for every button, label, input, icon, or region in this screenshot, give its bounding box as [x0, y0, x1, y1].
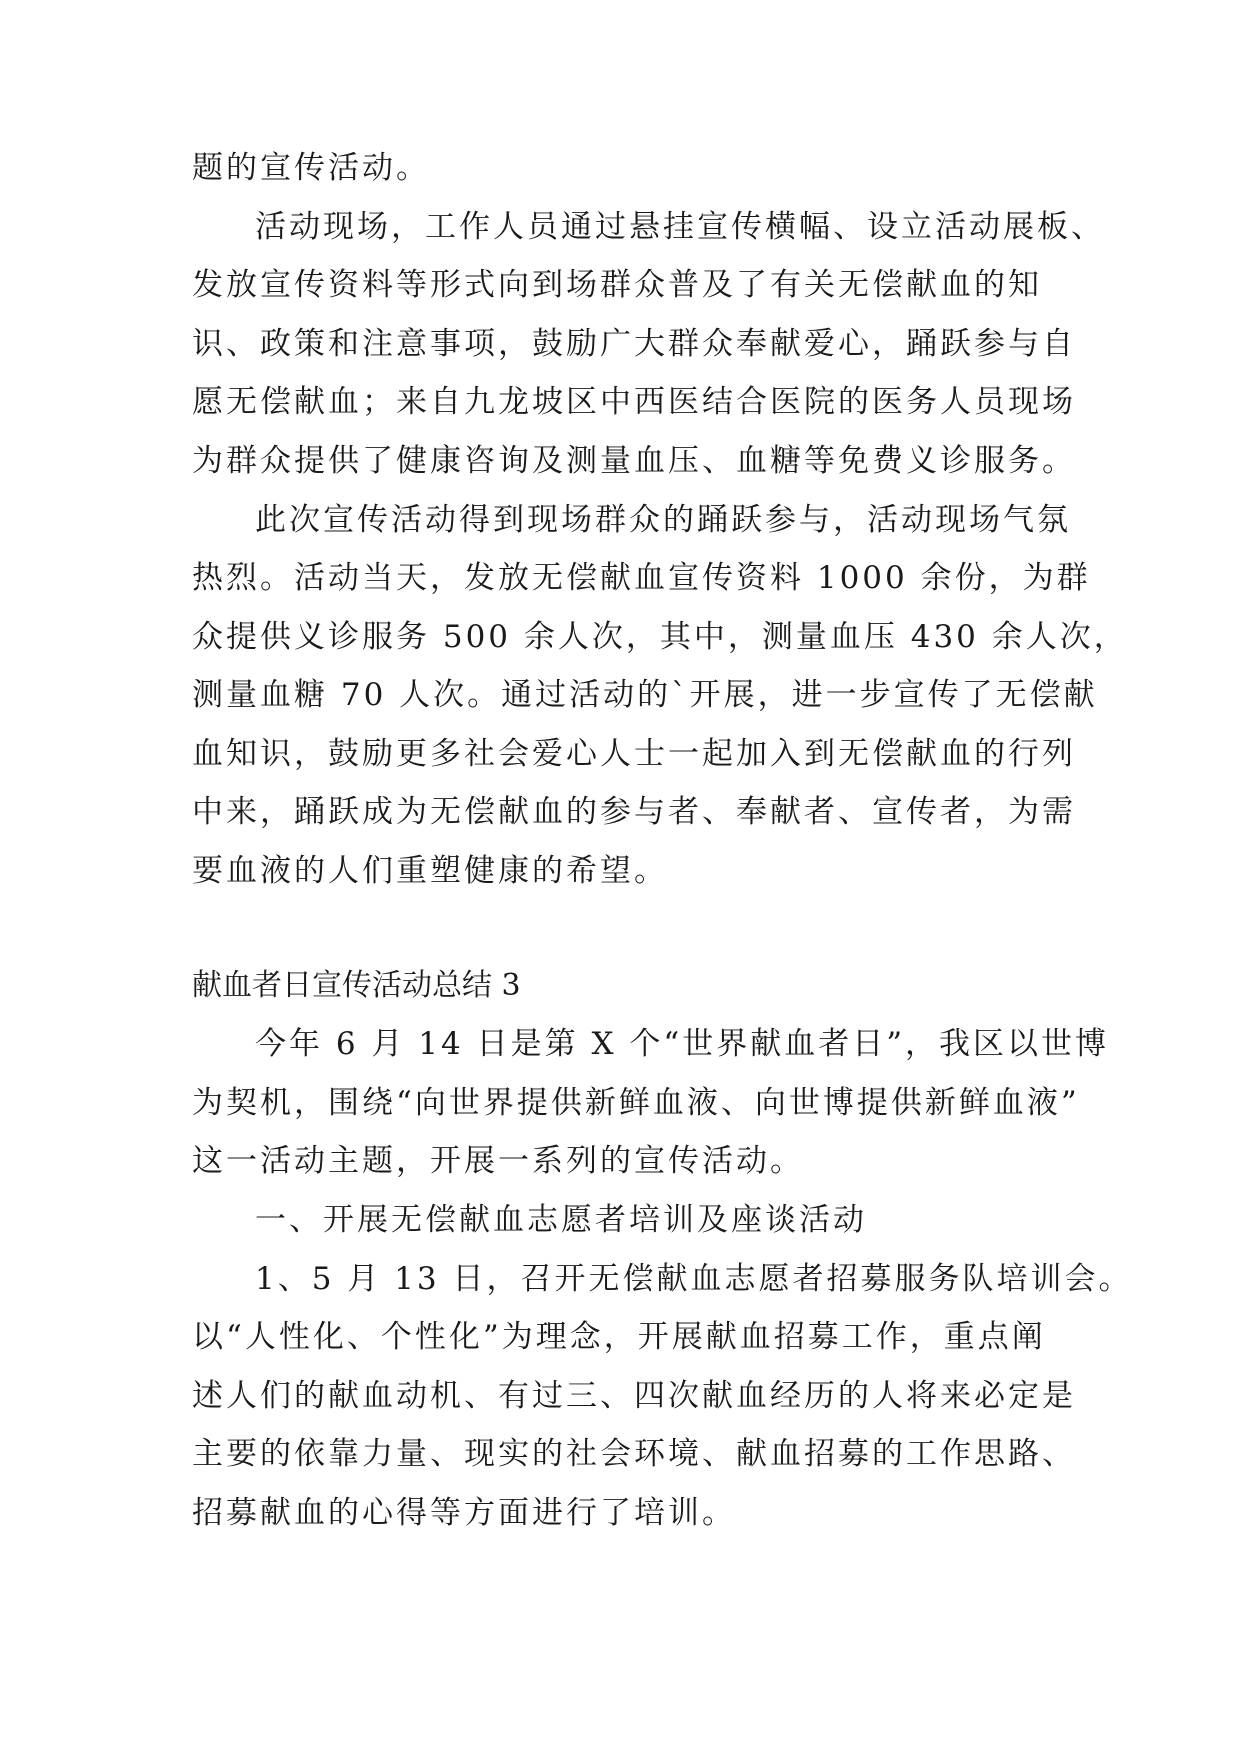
text-line: 要血液的人们重塑健康的希望。 [192, 853, 668, 889]
text-line: 这一活动主题，开展一系列的宣传活动。 [192, 1143, 804, 1179]
section-heading: 献血者日宣传活动总结 3 [192, 968, 521, 1003]
text-line: 招募献血的心得等方面进行了培训。 [192, 1495, 736, 1531]
paragraph-start: 1、5 月 13 日，召开无偿献血志愿者招募服务队培训会。 [255, 1261, 1133, 1297]
text-line: 题的宣传活动。 [192, 150, 430, 186]
paragraph-start: 活动现场，工作人员通过悬挂宣传横幅、设立活动展板、 [255, 209, 1105, 245]
text-line: 发放宣传资料等形式向到场群众普及了有关无偿献血的知 [192, 267, 1042, 303]
text-line: 中来，踊跃成为无偿献血的参与者、奉献者、宣传者，为需 [192, 794, 1076, 830]
subheading: 一、开展无偿献血志愿者培训及座谈活动 [255, 1202, 867, 1238]
text-line: 识、政策和注意事项，鼓励广大群众奉献爱心，踊跃参与自 [192, 326, 1076, 362]
text-line: 愿无偿献血；来自九龙坡区中西医结合医院的医务人员现场 [192, 384, 1076, 420]
text-line: 众提供义诊服务 500 余人次，其中，测量血压 430 余人次， [192, 619, 1128, 655]
paragraph-start: 今年 6 月 14 日是第 X 个“世界献血者日”，我区以世博 [255, 1026, 1110, 1062]
paragraph-start: 此次宣传活动得到现场群众的踊跃参与，活动现场气氛 [255, 502, 1071, 538]
text-line: 主要的依靠力量、现实的社会环境、献血招募的工作思路、 [192, 1436, 1076, 1472]
text-line: 以“人性化、个性化”为理念，开展献血招募工作，重点阐 [192, 1319, 1046, 1355]
text-line: 为契机，围绕“向世界提供新鲜血液、向世博提供新鲜血液” [192, 1085, 1080, 1121]
text-line: 热烈。活动当天，发放无偿献血宣传资料 1000 余份，为群 [192, 560, 1091, 596]
text-line: 述人们的献血动机、有过三、四次献血经历的人将来必定是 [192, 1378, 1076, 1414]
text-line: 为群众提供了健康咨询及测量血压、血糖等免费义诊服务。 [192, 443, 1076, 479]
text-line: 测量血糖 70 人次。通过活动的`开展，进一步宣传了无偿献 [192, 677, 1098, 713]
text-line: 血知识，鼓励更多社会爱心人士一起加入到无偿献血的行列 [192, 736, 1076, 772]
